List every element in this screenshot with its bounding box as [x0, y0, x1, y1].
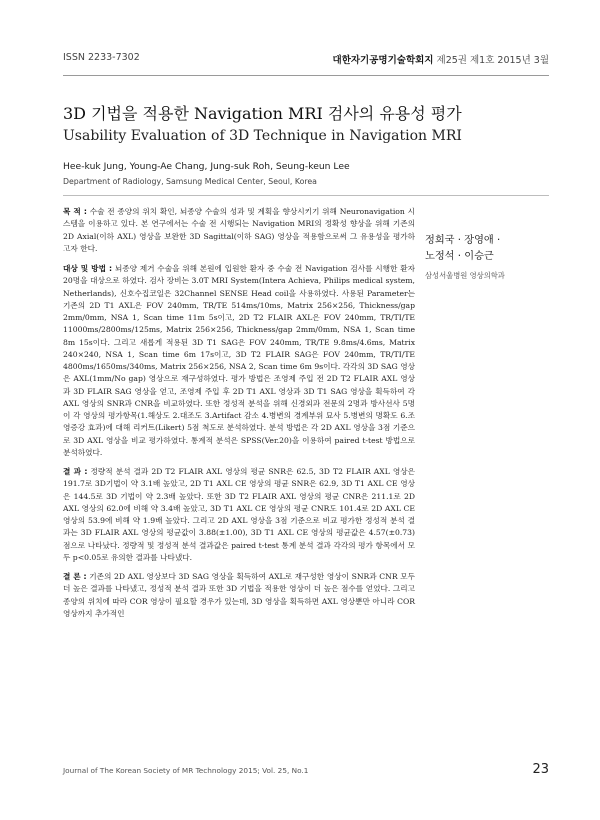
methods-label: 대상 및 방법 : — [63, 264, 113, 273]
journal-name: 대한자기공명기술학회지 — [332, 55, 434, 66]
journal-issue — [333, 52, 549, 66]
abstract-methods — [63, 263, 415, 459]
abstract-results — [63, 466, 415, 564]
page-footer — [63, 762, 549, 784]
footer-citation: Journal of The Korean Society of MR Technology 2015; Vol. 25, No.1 — [63, 766, 309, 775]
abstract — [63, 206, 415, 627]
article-title-english: Usability Evaluation of 3D Technique in Navigation MRI — [63, 128, 462, 144]
issn: ISSN 2233-7302 — [63, 52, 140, 63]
purpose-label: 목 적 : — [63, 207, 87, 216]
abstract-purpose — [63, 206, 415, 255]
header-divider — [63, 75, 549, 76]
page-number: 23 — [532, 762, 549, 777]
results-label: 결 과 : — [63, 467, 88, 476]
affiliation-korean: 삼성서울병원 영상의학과 — [425, 271, 505, 280]
methods-text: 뇌종양 제거 수술을 위해 본원에 입원한 환자 중 수술 전 Navigation 검사를 시행한 환자 20명을 대상으로 하였다. 검사 장비는 3.0T MRI System(Intera Achieva, Philips medical system, Netherlands), 신호수집코일은 32Channel SENSE Head coil을 사용하였다. 사용된 Parameter는 기존의 2D T1 AXL은 FOV 240mm, TR/TE 514ms/10ms, Matrix 256×256, Thickness/gap 2mm/0mm, NSA 1, Scan time 11m 5s이고, 2D T2 FLAIR AXL은 FOV 240mm, TR/TI/TE 11000ms/2800ms/125ms, Matrix 256×256, Thickness/gap 2mm/0mm, NSA 1, Scan time 8m 15s이다. 그리고 새롭게 적용된 3D T1 SAG은 FOV 240mm, TR/TE 9.8ms/4.6ms, Matrix 240×240, NSA 1, Scan time 6m 17s이고, 3D T2 FLAIR SAG은 FOV 240mm, TR/TI/TE 4800ms/1650ms/340ms, Matrix 256×256, NSA 2, Scan time 6m 9s이다. 각각의 3D SAG 영상은 AXL(1mm/No gap) 영상으로 재구성하였다. 평가 방법은 조영제 주입 전 2D T2 FLAIR AXL 영상과 3D FLAIR SAG 영상을 얻고, 조영제 주입 후 2D T1 AXL 영상과 3D T1 SAG 영상을 획득하여 각 AXL 영상의 SNR과 CNR을 비교하였다. 또한 정성적 분석을 위해 신경외과 전문의 2명과 방사선사 5명이 각 영상의 평가항목(1.해상도 2.대조도 3.Artifact 감소 4.병변의 경계부위 묘사 5.병변의 명확도 6.조영증강 효과)에 대해 리커트(Likert) 5점 척도로 분석하였다. 분석 방법은 각 2D AXL 영상을 3점 기준으로 3D AXL 영상을 비교 평가하였다. 통계적 분석은 SPSS(Ver.20)을 이용하여 paired t-test 방법으로 분석하였다. — [63, 264, 415, 457]
korean-author-sidebar — [425, 233, 555, 281]
author-list-english: Hee-kuk Jung, Young-Ae Chang, Jung-suk Roh, Seung-keun Lee — [63, 161, 350, 172]
running-head — [63, 52, 549, 68]
title-divider — [63, 195, 549, 196]
affiliation-english: Department of Radiology, Samsung Medical Center, Seoul, Korea — [63, 177, 317, 186]
author-list-korean: 정희국 · 장영애 · 노정석 · 이승근 — [425, 235, 501, 262]
conclusion-label: 결 론 : — [63, 572, 87, 581]
article-title-korean: 3D 기법을 적용한 Navigation MRI 검사의 유용성 평가 — [63, 104, 462, 123]
purpose-text: 수술 전 종양의 위치 확인, 뇌종양 수술의 성과 및 계획을 향상시키기 위해 Neuronavigation 시스템을 이용하고 있다. 본 연구에서는 수술 전 시행되는 Navigation MRI의 정확성 향상을 위해 기존의 2D Axial(이하 AXL) 영상을 보완한 3D Sagittal(이하 SAG) 영상을 적용함으로써 그 유용성을 평가하고자 한다. — [63, 207, 415, 253]
conclusion-text: 기존의 2D AXL 영상보다 3D SAG 영상을 획득하여 AXL로 재구성한 영상이 SNR과 CNR 모두 더 높은 결과를 나타냈고, 정성적 분석 결과 또한 3D 기법을 적용한 영상이 더 높은 점수를 얻었다. 그리고 종양의 위치에 따라 COR 영상이 필요할 경우가 있는데, 3D 영상을 획득하면 AXL 영상뿐만 아니라 COR 영상까지 추가적인 — [63, 572, 415, 618]
results-text: 정량적 분석 결과 2D T2 FLAIR AXL 영상의 평균 SNR은 62.5, 3D T2 FLAIR AXL 영상은 191.7로 3D기법이 약 3.1배 높았고, 2D T1 AXL CE 영상의 평균 SNR은 62.9, 3D T1 AXL CE 영상은 144.5로 3D 기법이 약 2.3배 높았다. 또한 3D T2 FLAIR AXL 영상의 평균 CNR은 211.1로 2D AXL 영상의 62.0에 비해 약 3.4배 높았고, 3D T1 AXL CE 영상의 평균 CNR도 101.4로 2D AXL CE 영상의 53.9에 비해 약 1.9배 높았다. 그리고 2D AXL 영상을 3점 기준으로 비교 평가한 정성적 분석 결과는 3D FLAIR AXL 영상의 평균값이 3.88(±1.00), 3D T1 AXL CE 영상의 평균값은 4.57(±0.73)점으로 나타났다. 정량적 및 정성적 분석 결과값은 paired t-test 통계 분석 결과 각각의 평가 항목에서 모두 p<0.05로 유의한 결과를 나타냈다. — [63, 467, 416, 562]
issue-info: 제25권 제1호 2015년 3월 — [436, 55, 549, 66]
abstract-conclusion — [63, 571, 415, 620]
